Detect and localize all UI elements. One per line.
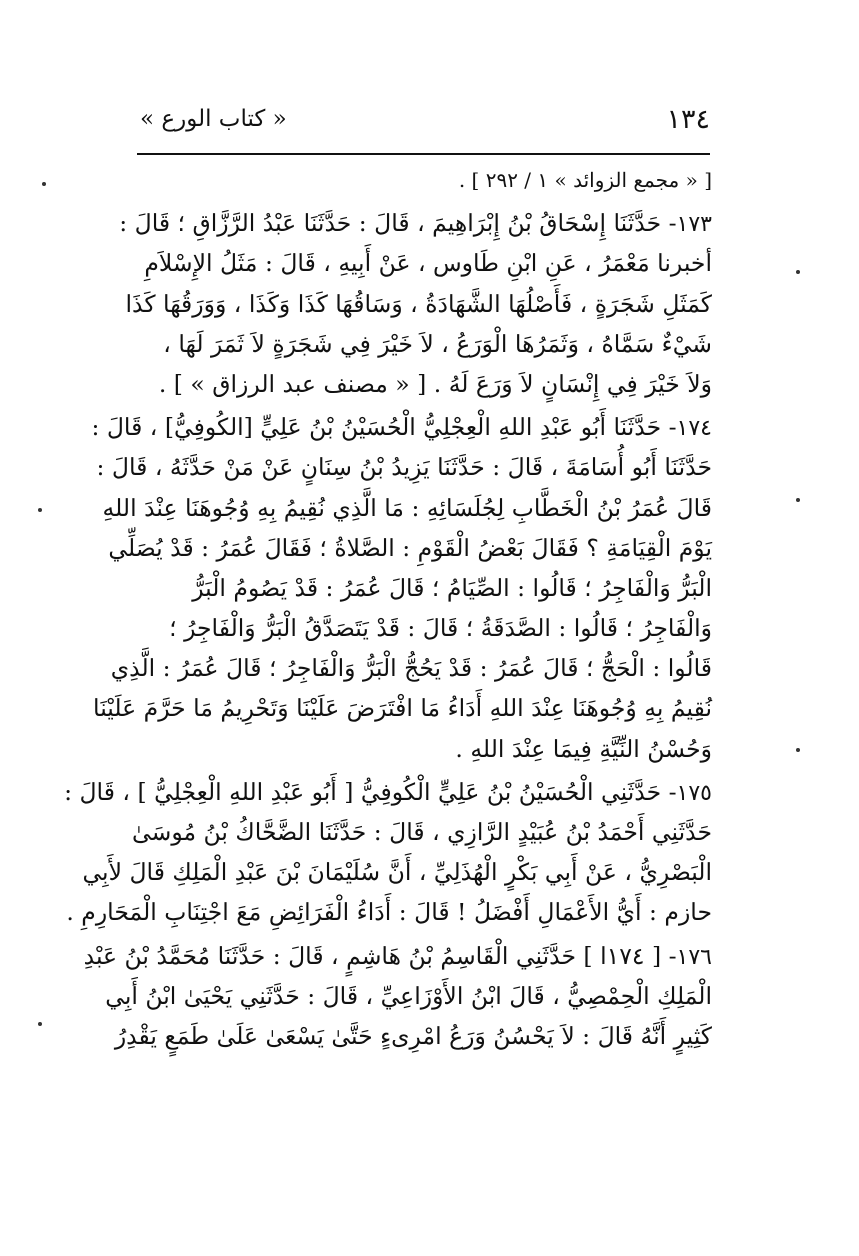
header-rule [137, 153, 710, 155]
previous-citation: [ « مجمع الزوائد » ١ / ٢٩٢ ] . [458, 168, 712, 192]
entry-line: وَالْفَاجِرُ ؛ قَالُوا : الصَّدَقَةُ ؛ قَالَ : قَدْ يَتَصَدَّقُ الْبَرُّ وَالْفَاجِرُ ؛ [169, 614, 712, 643]
entry-line: شَيْءٌ سَمَّاهُ ، وَثَمَرُهَا الْوَرَعُ ، لاَ خَيْرَ فِي شَجَرَةٍ لاَ ثَمَرَ لَهَا ، [163, 329, 712, 358]
scan-speck [796, 270, 800, 274]
hadith-entry-173 [119, 203, 712, 404]
entry-line: كَمَثَلِ شَجَرَةٍ ، فَأَصْلُهَا الشَّهَادَةُ ، وَسَاقُهَا كَذَا وَكَذَا ، وَوَرَقُهَا كَذَا [125, 289, 712, 318]
entry-line: وَلاَ خَيْرَ فِي إِنْسَانٍ لاَ وَرَعَ لَهُ . [ « مصنف عبد الرزاق » ] . [158, 369, 712, 398]
entry-line: نُقِيمُ بِهِ وُجُوهَنَا عِنْدَ اللهِ أَدَاءُ مَا افْتَرَضَ عَلَيْنَا وَتَحْرِيمُ مَا حَرَّمَ عَلَيْنَا [93, 694, 712, 723]
entry-line [91, 407, 712, 447]
page-number: ١٣٤ [666, 104, 710, 135]
book-title: « كتاب الورع » [140, 106, 287, 132]
entry-line [83, 936, 712, 976]
entry-text: - حَدَّثَنَا إِسْحَاقُ بْنُ إِبْرَاهِيمَ ، قَالَ : حَدَّثَنَا عَبْدُ الرَّزَّاقِ ؛ قَالَ : [119, 209, 677, 238]
entry-number: ١٧٥ [676, 780, 712, 806]
entry-line: الْبَصْرِيُّ ، عَنْ أَبِي بَكْرٍ الْهُذَلِيِّ ، أَنَّ سُلَيْمَانَ بْنَ عَبْدِ الْمَلِكِ قَالَ لأَبِي [82, 858, 712, 887]
entry-text: - حَدَّثَنَا أَبُو عَبْدِ اللهِ الْعِجْلِيُّ الْحُسَيْنُ بْنُ عَلِيٍّ [الكُوفِيُّ] ، قَالَ : [91, 413, 677, 442]
scan-speck [42, 182, 46, 186]
page-body [64, 160, 712, 1056]
scan-speck [796, 498, 800, 502]
entry-line: قَالَ عُمَرُ بْنُ الْخَطَّابِ لِجُلَسَائِهِ : مَا الَّذِي نُقِيمُ بِهِ وُجُوهَنَا عِنْدَ اللهِ [102, 493, 712, 522]
scan-speck [38, 1022, 42, 1026]
entry-line: الْبَرُّ وَالْفَاجِرُ ؛ قَالُوا : الصِّيَامُ ؛ قَالَ عُمَرُ : قَدْ يَصُومُ الْبَرُّ [192, 573, 712, 602]
hadith-entry-176 [83, 936, 712, 1057]
entry-text: - حَدَّثَنِي الْحُسَيْنُ بْنُ عَلِيٍّ الْكُوفِيُّ [ أَبُو عَبْدِ اللهِ الْعِجْلِيُّ ] ، قَالَ : [64, 777, 677, 806]
entry-line: وَحُسْنُ النِّيَّةِ فِيمَا عِنْدَ اللهِ . [455, 734, 712, 763]
entry-text: - [ ١٧٤ا ] حَدَّثَنِي الْقَاسِمُ بْنُ هَاشِمٍ ، قَالَ : حَدَّثَنَا مُحَمَّدُ بْنُ عَبْدِ [83, 941, 677, 970]
hadith-entry-175 [64, 772, 712, 933]
entry-line: حَدَّثَنِي أَحْمَدُ بْنُ عُبَيْدٍ الرَّازِي ، قَالَ : حَدَّثَنَا الضَّحَّاكُ بْنُ مُوسَىٰ [132, 818, 712, 846]
entry-number: ١٧٦ [676, 944, 712, 970]
entry-number: ١٧٣ [676, 212, 712, 238]
entry-line: حَدَّثَنَا أَبُو أُسَامَةَ ، قَالَ : حَدَّثَنَا يَزِيدُ بْنُ سِنَانٍ عَنْ مَنْ حَدَّثَهُ ، قَالَ : [96, 453, 712, 482]
entry-line [119, 203, 712, 243]
running-header [140, 104, 710, 144]
entry-line [64, 772, 712, 812]
scan-speck [796, 748, 800, 752]
entry-line: أخبرنا مَعْمَرُ ، عَنِ ابْنِ طَاوس ، عَنْ أَبِيهِ ، قَالَ : مَثَلُ الإِسْلاَمِ [144, 249, 712, 278]
entry-line: الْمَلِكِ الْحِمْصِيُّ ، قَالَ ابْنُ الأَوْزَاعِيِّ ، قَالَ : حَدَّثَنِي يَحْيَىٰ ابْنُ أَبِي [105, 981, 712, 1010]
entry-line: قَالُوا : الْحَجُّ ؛ قَالَ عُمَرُ : قَدْ يَحُجُّ الْبَرُّ وَالْفَاجِرُ ؛ قَالَ عُمَرُ : الَّذِي [110, 654, 712, 683]
entry-line: كَثِيرٍ أَنَّهُ قَالَ : لاَ يَحْسُنُ وَرَعُ امْرِىءٍ حَتَّىٰ يَسْعَىٰ عَلَىٰ طَمَعٍ يَقْدِرُ [114, 1021, 712, 1050]
scan-speck [38, 508, 42, 512]
entry-line: حازم : أَيُّ الأَعْمَالِ أَفْضَلُ ! قَالَ : أَدَاءُ الْفَرَائِضِ مَعَ اجْتِنَابِ الْمَحَارِمِ . [66, 898, 712, 927]
entry-number: ١٧٤ [676, 416, 712, 442]
entry-line: يَوْمَ الْقِيَامَةِ ؟ فَقَالَ بَعْضُ الْقَوْمِ : الصَّلاةُ ؛ فَقَالَ عُمَرُ : قَدْ يُصَلِّي [108, 533, 712, 562]
hadith-entry-174 [91, 407, 712, 769]
